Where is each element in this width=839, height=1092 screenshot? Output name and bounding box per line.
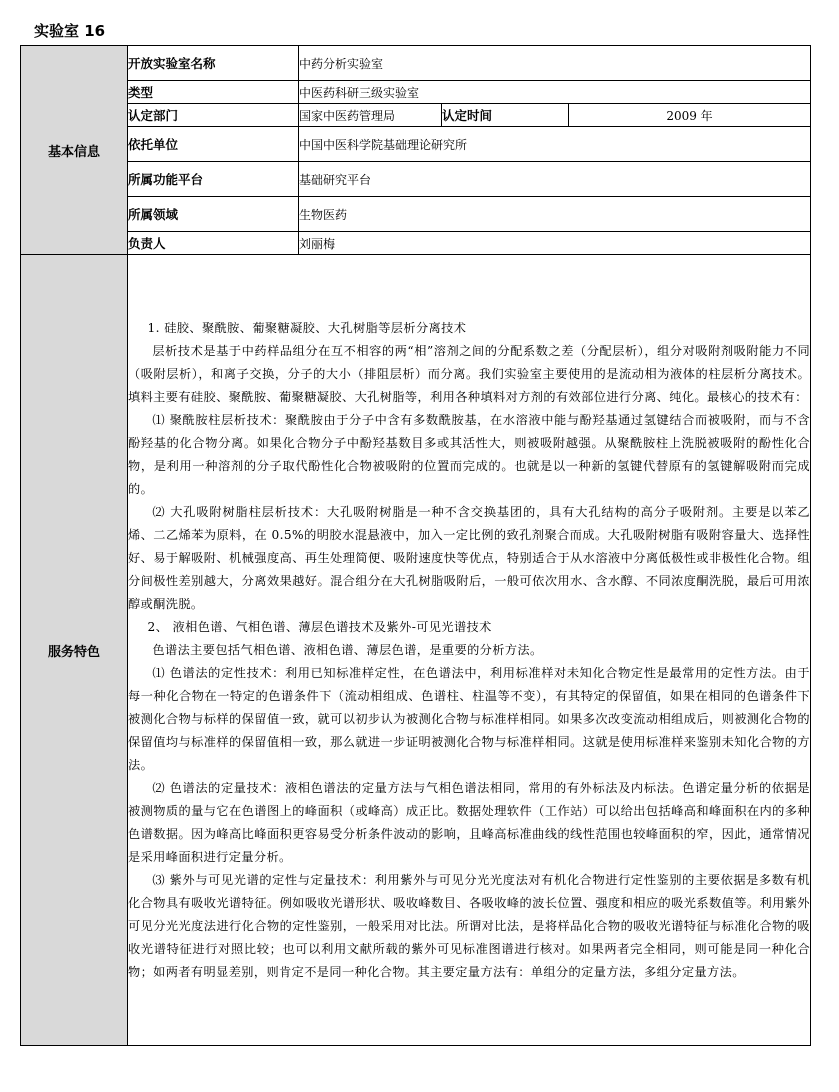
- service-heading-1: 1. 硅胶、聚酰胺、葡聚糖凝胶、大孔树脂等层析分离技术: [147, 320, 467, 335]
- value-lab-name: 中药分析实验室: [299, 46, 811, 81]
- label-certified-date: 认定时间: [442, 104, 569, 127]
- service-heading-2: 2、 液相色谱、气相色谱、薄层色谱技术及紫外-可见光谱技术: [147, 619, 492, 634]
- service-paragraph: ⑵ 色谱法的定量技术：液相色谱法的定量方法与气相色谱法相同，常用的有外标法及内标法。色谱定量分析的依据是被测物质的量与它在色谱图上的峰面积（或峰高）成正比。数据处理软件（工作站）可以给出包括峰高和峰面积在内的多种色谱数据。因为峰高比峰面积更容易受分析条件波动的影响，且峰高标准曲线的线性范围也较峰面积的窄，因此，通常情况是采用峰面积进行定量分析。: [128, 780, 811, 864]
- row-platform: [21, 162, 811, 197]
- row-department: [21, 104, 811, 127]
- service-paragraph: 层析技术是基于中药样品组分在互不相容的两“相”溶剂之间的分配系数之差（分配层析），组分对吸附剂吸附能力不同（吸附层析），和离子交换，分子的大小（排阻层析）而分离。我们实验室主要使用的是流动相为液体的柱层析分离技术。填料主要有硅胶、聚酰胺、葡聚糖凝胶、大孔树脂等，利用各种填料对方剂的有效部位进行分离、纯化。最核心的技术有：: [128, 343, 811, 404]
- section-basic-info: 基本信息: [21, 46, 128, 255]
- row-service-features: [21, 255, 811, 1046]
- label-department: 认定部门: [128, 104, 299, 127]
- service-paragraph: ⑴ 聚酰胺柱层析技术：聚酰胺由于分子中含有多数酰胺基，在水溶液中能与酚羟基通过氢键结合而被吸附，而与不含酚羟基的化合物分离。如果化合物分子中酚羟基数目多或其活性大，则被吸附越强。从聚酰胺柱上洗脱被吸附的酚性化合物，是利用一种溶剂的分子取代酚性化合物被吸附的位置而完成的。也就是以一种新的氢键代替原有的氢键解吸附而完成的。: [128, 412, 811, 496]
- value-field: 生物医药: [299, 197, 811, 232]
- row-type: [21, 81, 811, 104]
- service-paragraph: 色谱法主要包括气相色谱、液相色谱、薄层色谱，是重要的分析方法。: [152, 642, 543, 657]
- service-paragraph: ⑶ 紫外与可见光谱的定性与定量技术：利用紫外与可见分光光度法对有机化合物进行定性鉴别的主要依据是多数有机化合物具有吸收光谱特征。例如吸收光谱形状、吸收峰数目、各吸收峰的波长位置、强度和相应的吸光系数值等。利用紫外可见分光光度法进行化合物的定性鉴别，一般采用对比法。所谓对比法，是将样品化合物的吸收光谱特征与标准化合物的吸收光谱特征进行对照比较；也可以利用文献所载的紫外可见标准图谱进行核对。如果两者完全相同，则可能是同一种化合物；如两者有明显差别，则肯定不是同一种化合物。其主要定量方法有：单组分的定量方法，多组分定量方法。: [128, 872, 811, 979]
- value-host-unit: 中国中医科学院基础理论研究所: [299, 127, 811, 162]
- row-field: [21, 197, 811, 232]
- label-type: 类型: [128, 81, 299, 104]
- value-type: 中医药科研三级实验室: [299, 81, 811, 104]
- lab-info-table: [20, 45, 811, 1046]
- value-platform: 基础研究平台: [299, 162, 811, 197]
- label-field: 所属领域: [128, 197, 299, 232]
- label-lab-name: 开放实验室名称: [128, 46, 299, 81]
- label-platform: 所属功能平台: [128, 162, 299, 197]
- section-service-features: 服务特色: [21, 255, 128, 1046]
- value-person-in-charge: 刘丽梅: [299, 232, 811, 255]
- page-title: 实验室 16: [34, 22, 106, 40]
- label-host-unit: 依托单位: [128, 127, 299, 162]
- value-department: 国家中医药管理局: [299, 104, 442, 127]
- label-person-in-charge: 负责人: [128, 232, 299, 255]
- value-certified-date: 2009 年: [569, 104, 811, 127]
- row-host-unit: [21, 127, 811, 162]
- service-paragraph: ⑴ 色谱法的定性技术：利用已知标准样定性，在色谱法中，利用标准样对未知化合物定性是最常用的定性方法。由于每一种化合物在一特定的色谱条件下（流动相组成、色谱柱、柱温等不变），有其特定的保留值，如果在相同的色谱条件下被测化合物与标样的保留值一致，就可以初步认为被测化合物与标准样相同。如果多次改变流动相组成后，则被测化合物的保留值均与标准样的保留值相一致，那么就进一步证明被测化合物与标准样相同。这就是使用标准样来鉴别未知化合物的方法。: [128, 665, 811, 772]
- row-person-in-charge: [21, 232, 811, 255]
- row-lab-name: [21, 46, 811, 81]
- service-content: [128, 255, 811, 1046]
- service-paragraph: ⑵ 大孔吸附树脂柱层析技术：大孔吸附树脂是一种不含交换基团的，具有大孔结构的高分子吸附剂。主要是以苯乙烯、二乙烯苯为原料，在 0.5%的明胶水混悬液中，加入一定比例的致孔剂聚合而成。大孔吸附树脂有吸附容量大、选择性好、易于解吸附、机械强度高、再生处理简便、吸附速度快等优点，特别适合于从水溶液中分离低极性或非极性化合物。组分间极性差别越大，分离效果越好。混合组分在大孔树脂吸附后，一般可依次用水、含水醇、不同浓度酮洗脱，最后可用浓醇或酮洗脱。: [128, 504, 811, 611]
